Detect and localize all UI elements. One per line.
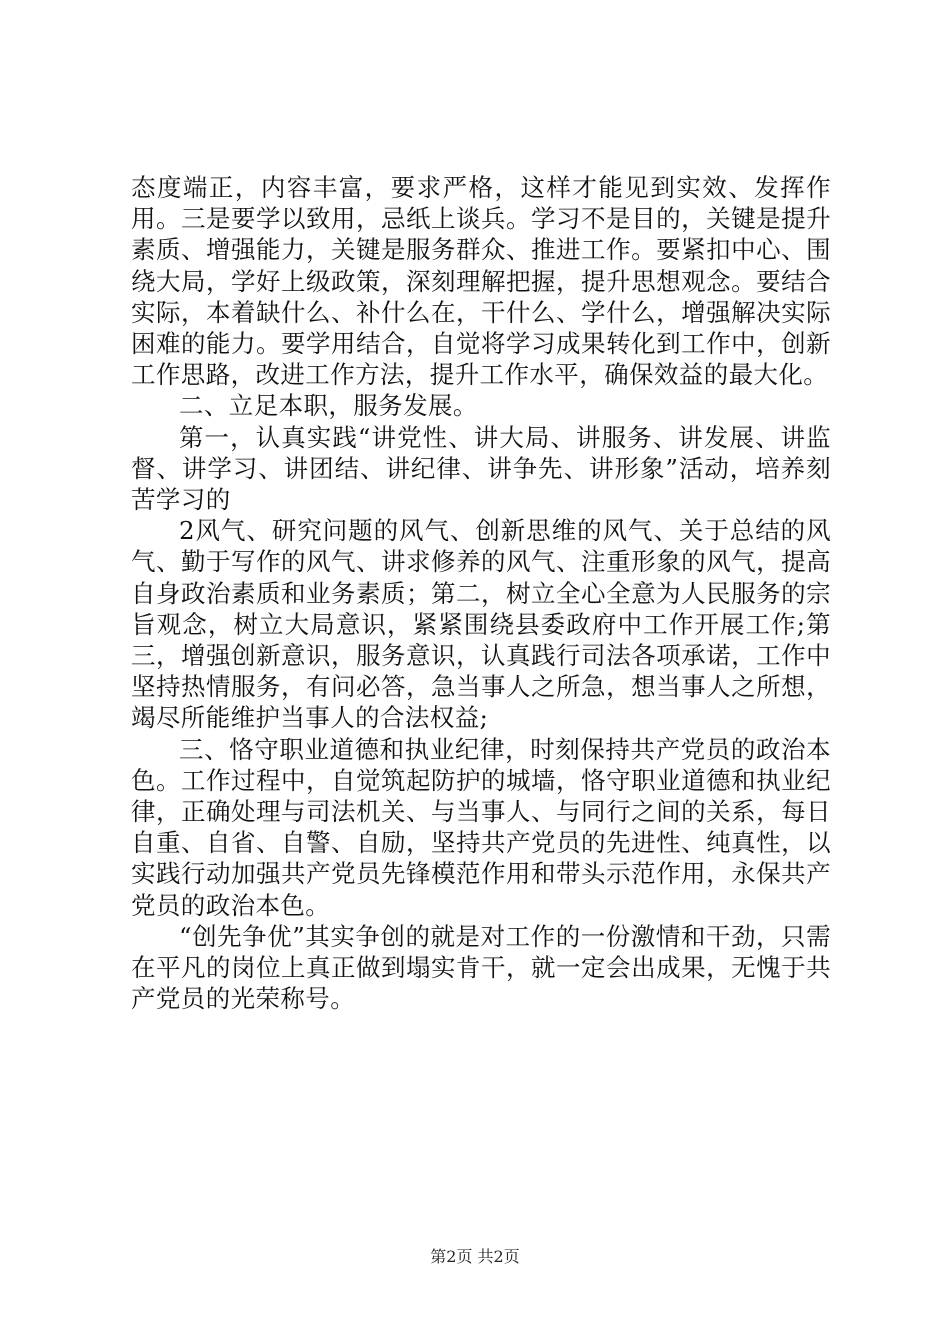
body-paragraph: 三、恪守职业道德和执业纪律，时刻保持共产党员的政治本色。工作过程中，自觉筑起防护的城墙，恪守职业道德和执业纪律，正确处理与司法机关、与当事人、与同行之间的关系，每日自重、自省、自警、自励，坚持共产党员的先进性、纯真性，以实践行动加强共产党员先锋模范作用和带头示范作用，永保共产党员的政治本色。 (131, 734, 831, 920)
body-paragraph: 2风气、研究问题的风气、创新思维的风气、关于总结的风气、勤于写作的风气、讲求修养的风气、注重形象的风气，提高自身政治素质和业务素质；第二，树立全心全意为人民服务的宗旨观念，树立大局意识，紧紧围绕县委政府中工作开展工作;第三，增强创新意识，服务意识，认真践行司法各项承诺，工作中坚持热情服务，有问必答，急当事人之所急，想当事人之所想，竭尽所能维护当事人的合法权益; (131, 516, 831, 733)
body-paragraph: 态度端正，内容丰富，要求严格，这样才能见到实效、发挥作用。三是要学以致用，忌纸上谈兵。学习不是目的，关键是提升素质、增强能力，关键是服务群众、推进工作。要紧扣中心、围绕大局，学好上级政策，深刻理解把握，提升思想观念。要结合实际，本着缺什么、补什么在，干什么、学什么，增强解决实际困难的能力。要学用结合，自觉将学习成果转化到工作中，创新工作思路，改进工作方法，提升工作水平，确保效益的最大化。 (131, 173, 831, 390)
page-footer: 第2页 共2页 (430, 1247, 520, 1266)
section-heading: 二、立足本职，服务发展。 (179, 391, 478, 421)
body-paragraph: 第一，认真实践“讲党性、讲大局、讲服务、讲发展、讲监督、讲学习、讲团结、讲纪律、讲争先、讲形象”活动，培养刻苦学习的 (131, 422, 831, 515)
body-paragraph: “创先争优”其实争创的就是对工作的一份激情和干劲，只需在平凡的岗位上真正做到塌实肯干，就一定会出成果，无愧于共产党员的光荣称号。 (131, 921, 831, 1014)
document-body (131, 172, 831, 1014)
